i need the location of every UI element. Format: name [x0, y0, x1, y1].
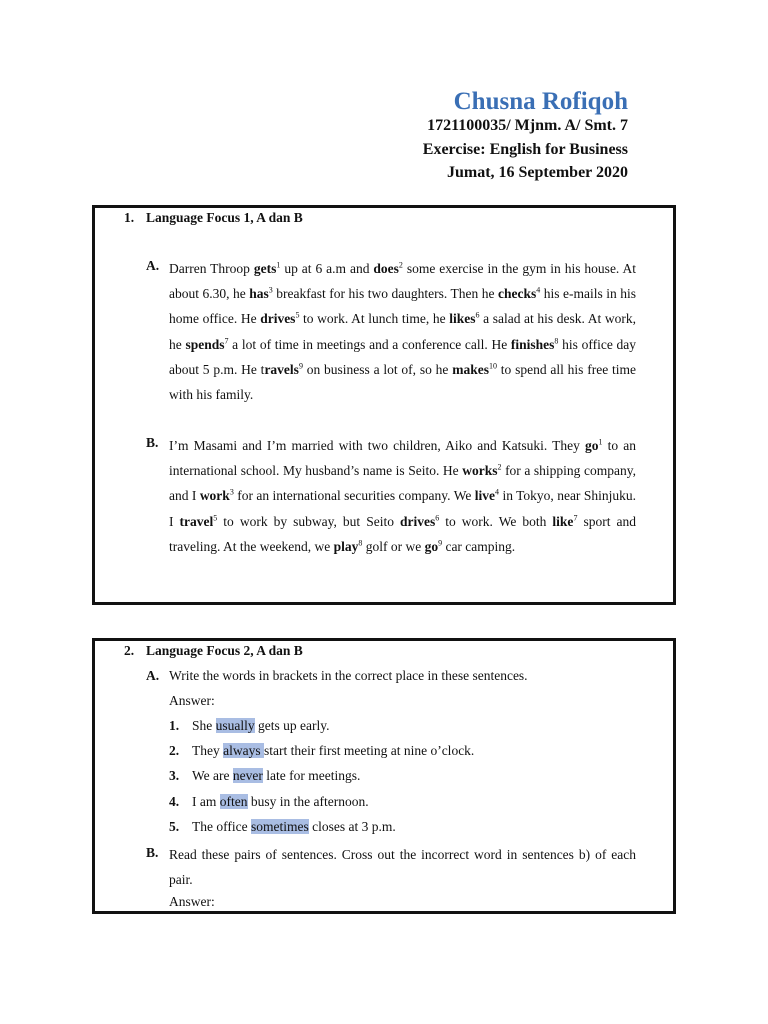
para-a-text: some exercise in the gym in his house. At about 6.30, he [169, 261, 637, 302]
answer-text: We are [192, 768, 233, 784]
para-b-verb: travel [179, 513, 214, 529]
para-a-text: to work. At lunch time, he [299, 311, 450, 327]
section-2-b-answer-label: Answer: [169, 894, 215, 909]
para-b-footnote-number: 2 [497, 462, 502, 472]
para-b-verb: go [424, 538, 439, 554]
answer-text: busy in the afternoon. [247, 793, 369, 809]
para-b-text: to work. We both [439, 513, 553, 529]
answer-sentence [192, 794, 369, 810]
answer-number: 5. [169, 818, 180, 834]
para-b-text: to an international school. My husband’s name is Seito. He [169, 438, 636, 479]
para-a-verb: makes [452, 361, 489, 377]
para-a-verb: ravels [264, 361, 299, 377]
answer-number: 2. [169, 743, 180, 759]
exercise-title: Exercise: English for Business [422, 141, 628, 158]
para-a-footnote-number: 9 [298, 361, 303, 371]
answer-number: 3. [169, 768, 180, 784]
section-1-a-paragraph [169, 256, 636, 407]
para-b-footnote-number: 5 [213, 513, 218, 523]
para-b-footnote-number: 3 [229, 487, 234, 497]
section-2-b-instruction: Read these pairs of sentences. Cross out the incorrect word in sentences b) of each pair. [169, 847, 636, 887]
para-a-verb: spends [185, 336, 225, 352]
para-a-verb: checks [498, 286, 537, 302]
answer-highlighted-word: always [223, 743, 264, 759]
section-2-a-instruction: Write the words in brackets in the correct place in these sentences. [169, 668, 528, 683]
para-b-footnote-number: 7 [573, 513, 578, 523]
para-b-footnote-number: 8 [358, 538, 363, 548]
para-a-footnote-number: 4 [536, 285, 541, 295]
para-b-text: I’m Masami and I’m married with two children, Aiko and Katsuki. They [169, 438, 585, 453]
answer-number: 4. [169, 793, 180, 809]
para-a-text: his e-mails in his home office. He [169, 286, 637, 327]
answer-highlighted-word: sometimes [250, 818, 309, 834]
student-id-line: 1721100035/ Mjnm. A/ Smt. 7 [427, 117, 628, 134]
answer-text: They [192, 743, 224, 759]
para-a-footnote-number: 3 [268, 285, 273, 295]
para-a-text: a salad at his desk. At work, he [169, 311, 636, 352]
para-b-footnote-number: 1 [598, 437, 603, 447]
para-a-text: on business a lot of, so he [302, 361, 453, 377]
answer-text: gets up early. [254, 718, 330, 733]
answer-highlighted-word: usually [215, 718, 255, 733]
date-line: Jumat, 16 September 2020 [446, 164, 628, 181]
section-2-title: Language Focus 2, A dan B [146, 643, 303, 658]
para-a-footnote-number: 8 [554, 336, 559, 346]
section-2-b-letter: B. [146, 845, 159, 860]
section-2-a-answer-label: Answer: [169, 693, 215, 708]
para-a-footnote-number: 10 [488, 361, 497, 371]
answer-sentence [192, 819, 396, 835]
para-a-text: breakfast for his two daughters. Then he [272, 286, 499, 302]
para-a-text: Darren Throop [169, 261, 254, 276]
para-a-verb: drives [260, 311, 296, 327]
para-b-text: car camping. [442, 538, 516, 554]
answer-text: I am [192, 793, 220, 809]
para-b-verb: works [462, 463, 498, 479]
section-2-a-letter: A. [146, 668, 160, 683]
para-a-footnote-number: 7 [224, 336, 229, 346]
answer-text: She [192, 718, 216, 733]
section-1-a-letter: A. [146, 258, 160, 273]
answer-text: The office [192, 818, 251, 834]
section-1-b-paragraph [169, 433, 636, 559]
answer-highlighted-word: never [232, 768, 263, 784]
answer-text: closes at 3 p.m. [308, 818, 396, 834]
para-a-footnote-number: 2 [398, 260, 403, 270]
para-a-verb: likes [449, 311, 476, 327]
para-a-text: up at 6 a.m and [280, 261, 374, 276]
para-b-text: sport and traveling. At the weekend, we [169, 513, 636, 554]
para-b-verb: live [474, 488, 496, 504]
para-b-text: for an international securities company. We [233, 488, 475, 504]
para-a-footnote-number: 5 [295, 310, 300, 320]
para-b-footnote-number: 6 [435, 513, 440, 523]
para-b-verb: go [584, 438, 599, 453]
para-b-verb: work [199, 488, 230, 504]
answer-text: late for meetings. [262, 768, 361, 784]
answer-text: start their first meeting at nine o’clock. [264, 743, 475, 759]
section-2-number: 2. [124, 643, 135, 658]
answer-sentence [192, 718, 329, 734]
para-b-footnote-number: 4 [495, 487, 500, 497]
section-1-number: 1. [124, 210, 135, 225]
para-b-text: for a shipping company, and I [169, 463, 636, 504]
para-b-footnote-number: 9 [438, 538, 443, 548]
answer-sentence [192, 768, 360, 784]
answer-number: 1. [169, 718, 180, 733]
para-a-footnote-number: 6 [475, 310, 480, 320]
para-b-verb: drives [399, 513, 436, 529]
para-b-verb: like [552, 513, 574, 529]
para-b-text: to work by subway, but Seito [217, 513, 400, 529]
answer-highlighted-word: often [219, 793, 248, 809]
para-b-text: in Tokyo, near Shinjuku. I [169, 488, 636, 529]
para-a-verb: does [373, 261, 399, 276]
para-b-verb: play [333, 538, 359, 554]
section-1-b-letter: B. [146, 435, 159, 450]
author-name: Chusna Rofiqoh [453, 88, 628, 115]
para-a-text: his office day about 5 p.m. He t [169, 336, 637, 377]
section-1-title: Language Focus 1, A dan B [146, 210, 303, 225]
para-a-verb: finishes [510, 336, 555, 352]
para-a-footnote-number: 1 [276, 260, 281, 270]
answer-sentence [192, 743, 474, 759]
para-a-verb: gets [253, 261, 277, 276]
para-a-verb: has [249, 286, 269, 302]
para-a-text: a lot of time in meetings and a conference call. He [228, 336, 511, 352]
para-b-text: golf or we [362, 538, 425, 554]
para-a-text: to spend all his free time with his family. [169, 361, 636, 403]
